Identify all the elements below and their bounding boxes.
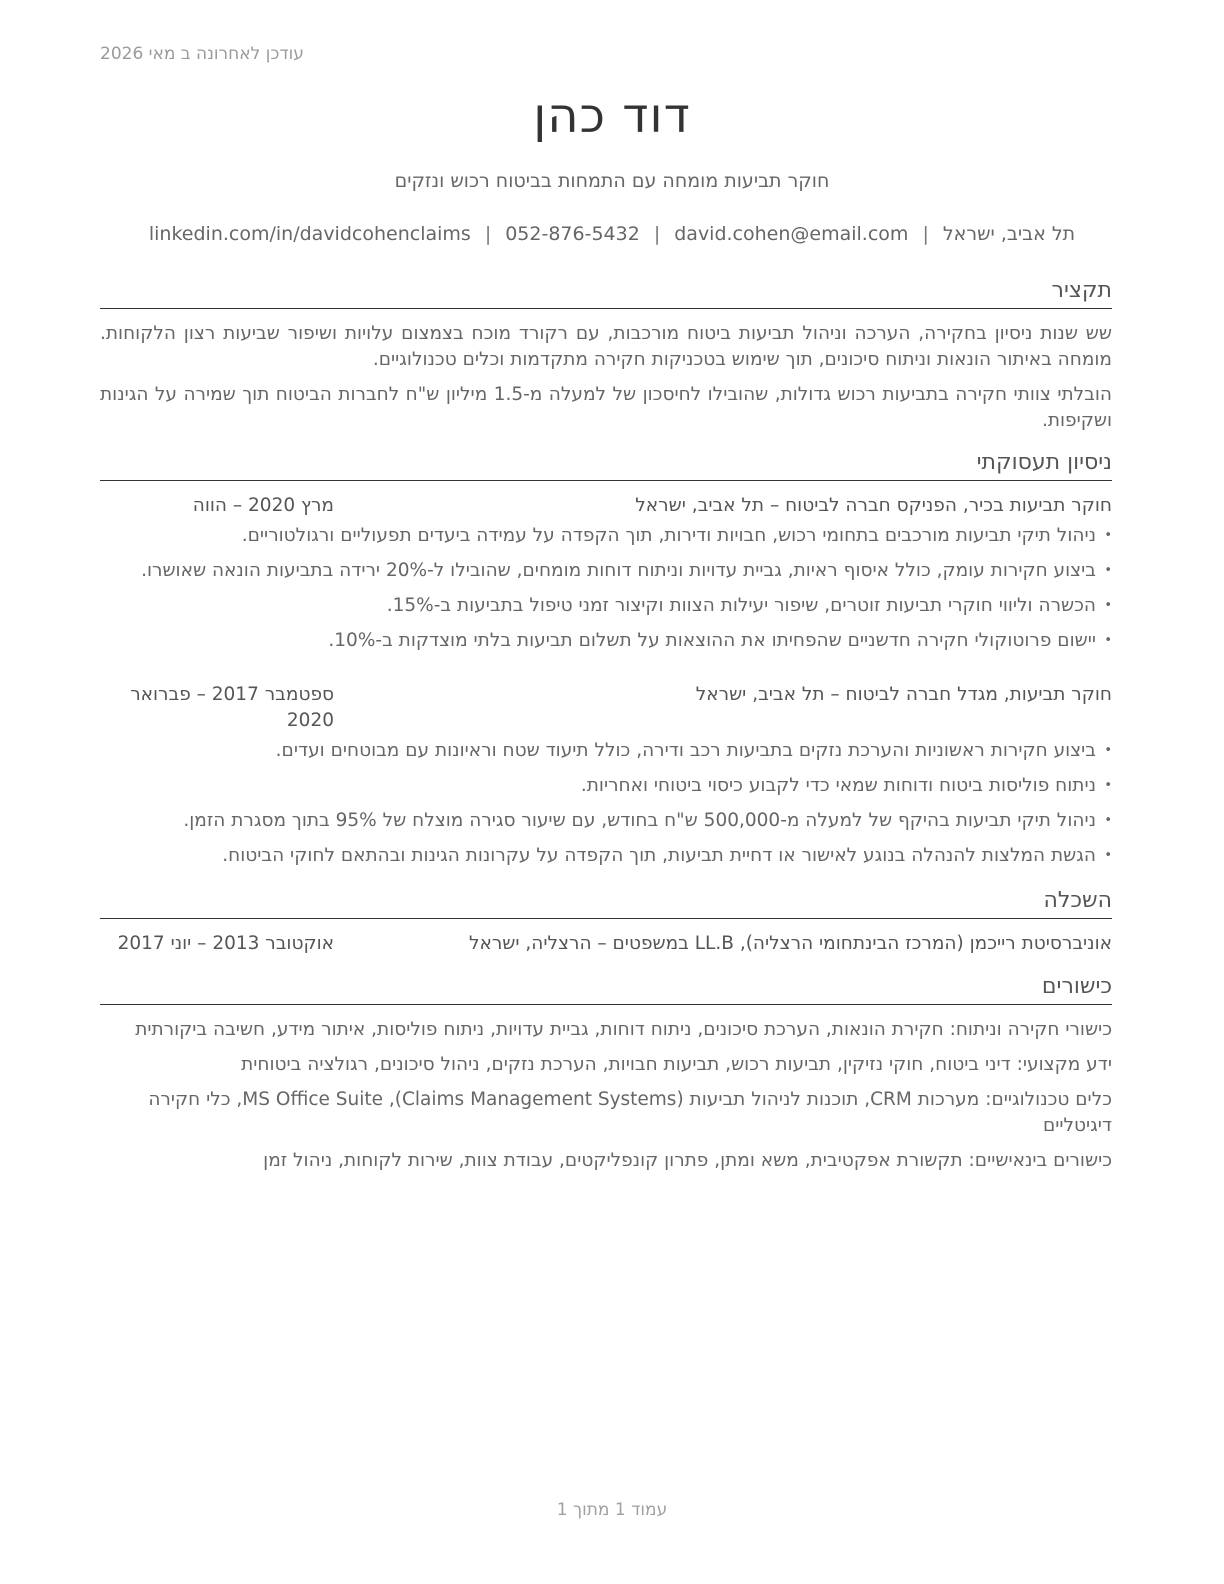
- section-title-summary: תקציר: [100, 276, 1112, 309]
- job-bullet: • ביצוע חקירות עומק, כולל איסוף ראיות, גביית עדויות וניתוח דוחות מומחים, שהובילו ל-20% ירידה בתביעות הונאה שאושרו.: [100, 558, 1112, 584]
- contact-line: [0, 223, 1224, 245]
- education-degree: אוניברסיטת רייכמן (המרכז הבינתחומי הרצליה), LL.B במשפטים – הרצליה, ישראל: [468, 933, 1112, 954]
- job-dates: מרץ 2020 – הווה: [192, 495, 334, 516]
- job-entry: [100, 493, 1112, 654]
- skills-line: כישורי חקירה וניתוח: חקירת הונאות, הערכת סיכונים, ניתוח דוחות, גביית עדויות, ניתוח פוליסות, איתור מידע, חשיבה ביקורתית: [135, 1019, 1112, 1040]
- skills-section: [100, 972, 1112, 1174]
- summary-paragraph: הובלתי צוותי חקירה בתביעות רכוש גדולות, שהובילו לחיסכון של למעלה מ-1.5 מיליון ש"ח לחברות הביטוח תוך שמירה על הגינות ושקיפות.: [100, 384, 1112, 431]
- education-dates: אוקטובר 2013 – יוני 2017: [117, 933, 334, 954]
- job-bullet: • הכשרה וליווי חוקרי תביעות זוטרים, שיפור יעילות הצוות וקיצור זמני טיפול בתביעות ב-15%.: [100, 593, 1112, 619]
- summary-section: [100, 276, 1112, 434]
- contact-email[interactable]: david.cohen@email.com: [674, 223, 909, 245]
- job-position: חוקר תביעות בכיר, הפניקס חברה לביטוח – תל אביב, ישראל: [635, 495, 1112, 516]
- job-bullet: • הגשת המלצות להנהלה בנוגע לאישור או דחיית תביעות, תוך הקפדה על עקרונות הגינות ובהתאם לחוקי הביטוח.: [100, 843, 1112, 869]
- section-title-experience: ניסיון תעסוקתי: [100, 448, 1112, 481]
- job-position: חוקר תביעות, מגדל חברה לביטוח – תל אביב, ישראל: [695, 684, 1112, 705]
- page-number: עמוד 1 מתוך 1: [556, 1500, 668, 1520]
- job-dates: ספטמבר 2017 – פברואר 2020: [130, 684, 334, 731]
- job-bullets: [100, 738, 1112, 869]
- job-bullets: [100, 523, 1112, 654]
- job-entry: [100, 682, 1112, 869]
- education-section: [100, 886, 1112, 957]
- job-bullet: • ניתוח פוליסות ביטוח ודוחות שמאי כדי לקבוע כיסוי ביטוחי ואחריות.: [100, 773, 1112, 799]
- contact-separator: |: [484, 223, 492, 245]
- section-title-skills: כישורים: [100, 972, 1112, 1005]
- skills-line: ידע מקצועי: דיני ביטוח, חוקי נזיקין, תביעות רכוש, תביעות חבויות, הערכת נזקים, ניהול סיכונים, רגולציה ביטוחית: [241, 1054, 1112, 1075]
- contact-phone[interactable]: 052-876-5432: [505, 223, 640, 245]
- contact-separator: |: [653, 223, 661, 245]
- section-title-education: השכלה: [100, 886, 1112, 919]
- job-header: [100, 682, 1112, 734]
- contact-linkedin[interactable]: linkedin.com/in/davidcohenclaims: [148, 223, 471, 245]
- last-updated-note: עודכן לאחרונה ב מאי 2026: [100, 44, 304, 64]
- education-entry: [100, 931, 1112, 957]
- experience-section: [100, 448, 1112, 869]
- contact-separator: |: [922, 223, 929, 245]
- skills-line: כלים טכנולוגיים: מערכות CRM, תוכנות לניהול תביעות (Claims Management Systems), MS Office Suite, כלי חקירה דיגיטליים: [148, 1089, 1112, 1136]
- job-bullet: • ביצוע חקירות ראשוניות והערכת נזקים בתביעות רכב ודירה, כולל תיעוד שטח וראיונות עם מבוטחים ועדים.: [100, 738, 1112, 764]
- job-bullet: • ניהול תיקי תביעות בהיקף של למעלה מ-500,000 ש"ח בחודש, עם שיעור סגירה מוצלח של 95% בתוך מסגרת הזמן.: [100, 808, 1112, 834]
- job-bullet: • ניהול תיקי תביעות מורכבים בתחומי רכוש, חבויות ודירות, תוך הקפדה על עמידה ביעדים תפעוליים ורגולטוריים.: [100, 523, 1112, 549]
- summary-paragraph: שש שנות ניסיון בחקירה, הערכה וניהול תביעות ביטוח מורכבות, עם רקורד מוכח בצמצום עלויות ושיפור שביעות רצון הלקוחות. מומחה באיתור הונאות וניתוח סיכונים, תוך שימוש בטכניקות חקירה מתקדמות וכלים טכנולוגיים.: [100, 323, 1112, 370]
- skills-line: כישורים בינאישיים: תקשורת אפקטיבית, משא ומתן, פתרון קונפליקטים, עבודת צוות, שירות לקוחות, ניהול זמן: [263, 1150, 1112, 1171]
- job-bullet: • יישום פרוטוקולי חקירה חדשניים שהפחיתו את ההוצאות על תשלום תביעות בלתי מוצדקות ב-10%.: [100, 628, 1112, 654]
- job-header: [100, 493, 1112, 519]
- candidate-name: דוד כהן: [533, 88, 691, 144]
- candidate-subtitle: חוקר תביעות מומחה עם התמחות בביטוח רכוש ונזקים: [394, 170, 830, 192]
- contact-location: תל אביב, ישראל: [942, 223, 1076, 245]
